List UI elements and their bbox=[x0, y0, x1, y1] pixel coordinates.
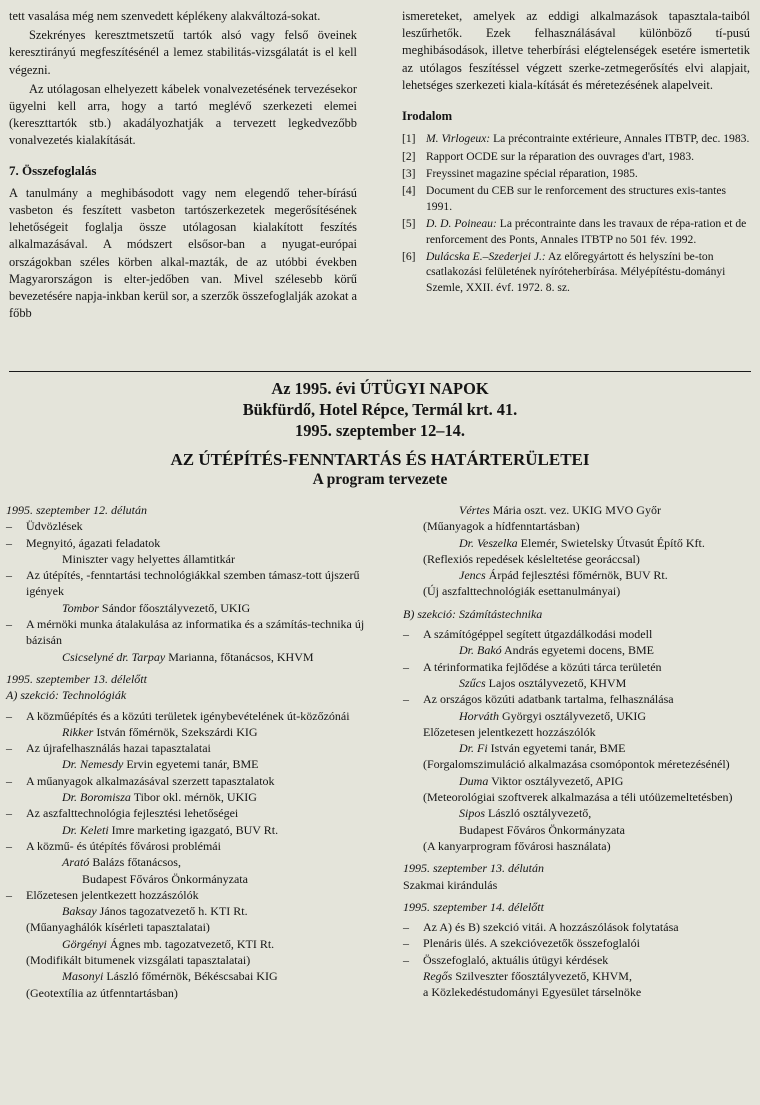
program-item: – Előzetesen jelentkezett hozzászólók bbox=[6, 887, 199, 902]
speaker: Tombor Sándor főosztályvezető, UKIG bbox=[62, 600, 251, 615]
contributor: Dr. Veszelka Elemér, Swietelsky Útvasút Építő Kft. bbox=[459, 535, 705, 550]
program-main-title: AZ ÚTÉPÍTÉS-FENNTARTÁS ÉS HATÁRTERÜLETEI bbox=[170, 450, 590, 469]
program-right-column bbox=[403, 502, 760, 1001]
program-date: 1995. szeptember 14. délelőtt bbox=[403, 899, 544, 914]
program-date: 1995. szeptember 13. délután bbox=[403, 861, 544, 876]
speaker: Regős Szilveszter főosztályvezető, KHVM, bbox=[423, 969, 632, 984]
references-list bbox=[402, 131, 750, 295]
contributor: Vértes Mária oszt. vez. UKIG MVO Győr bbox=[459, 503, 661, 517]
contribution-topic: (Műanyaghálók kísérleti tapasztalatai) bbox=[26, 920, 210, 935]
speaker: Dr. Keleti Imre marketing igazgató, BUV Rt. bbox=[62, 822, 279, 837]
program-item: – Az A) és B) szekció vitái. A hozzászólások folytatása bbox=[403, 920, 679, 935]
contributor: Dr. Fi István egyetemi tanár, BME bbox=[459, 741, 626, 756]
contributor-affiliation: Budapest Főváros Önkormányzata bbox=[459, 822, 625, 837]
contributor: Jencs Árpád fejlesztési főmérnök, BUV Rt. bbox=[459, 568, 668, 583]
speaker: Dr. Nemesdy Ervin egyetemi tanár, BME bbox=[62, 757, 259, 772]
contribution-topic: (Műanyagok a hídfenntartásban) bbox=[423, 519, 580, 534]
program-item: – Plenáris ülés. A szekcióvezetők összefoglalói bbox=[403, 936, 640, 951]
event-dates: 1995. szeptember 12–14. bbox=[295, 421, 465, 440]
program-item: – A mérnöki munka átalakulása az informatika és a számítás-technika új bázisán bbox=[6, 617, 365, 648]
contribution-topic: (Új aszfalttechnológiák esettanulmányai) bbox=[423, 584, 621, 599]
prepared-contributors-label: Előzetesen jelentkezett hozzászólók bbox=[423, 724, 596, 739]
divider-rule bbox=[9, 371, 751, 372]
speaker: Szűcs Lajos osztályvezető, KHVM bbox=[459, 675, 627, 690]
program-item: – Az útépítés, -fenntartási technológiákkal szemben támasz-tott újszerű igények bbox=[6, 568, 360, 599]
program-date: 1995. szeptember 13. délelőtt bbox=[6, 671, 147, 686]
program-left-column bbox=[6, 502, 366, 1001]
event-title: Az 1995. évi ÚTÜGYI NAPOK bbox=[271, 379, 489, 398]
paragraph: ismereteket, amelyek az eddigi alkalmazások tapasztala-taiból leszűrhetők. Ezek felhasználásával különböző tí-pusú meghibásodások, illetve teherbírási elégtelenségek esetére ismertetik az utólagos feszítéssel végzett szerke-zetmegerősítés elvi alapjait, lehetséges szerkezeti kiala-kítását és méretezésének alapelveit. bbox=[402, 9, 750, 92]
program-item: – A közmű- és útépítés fővárosi problémái bbox=[6, 838, 221, 853]
program-item: – Az országos közúti adatbank tartalma, felhasználása bbox=[403, 692, 674, 707]
program-header bbox=[0, 378, 760, 489]
contributor: Baksay János tagozatvezető h. KTI Rt. bbox=[62, 904, 248, 919]
reference-item: [6] Dulácska E.–Szederjei J.: Az előregyártott és helyszíni be-ton csatlakozási felületének nyíróteherbírása. Mélyépítéstu-dományi Szemle, XXII. évf. 1972. 8. sz. bbox=[402, 250, 726, 294]
reference-item: [4] Document du CEB sur le renforcement des structures exis-tantes 1991. bbox=[402, 184, 727, 213]
contribution-topic: (A kanyarprogram fővárosi használata) bbox=[423, 838, 611, 853]
program-item: – A térinformatika fejlődése a közúti tárca területén bbox=[403, 659, 662, 674]
speaker-affiliation: Budapest Főváros Önkormányzata bbox=[82, 871, 248, 886]
contributor: Sipos László osztályvezető, bbox=[459, 806, 592, 821]
event-venue: Bükfürdő, Hotel Répce, Termál krt. 41. bbox=[242, 400, 518, 419]
article-left-column bbox=[9, 8, 357, 322]
paragraph: tett vasalása még nem szenvedett képlékeny alakváltozá-sokat. bbox=[9, 9, 321, 23]
article-right-column bbox=[402, 8, 750, 297]
speaker: Arató Balázs főtanácsos, bbox=[62, 855, 181, 870]
speaker: Dr. Bakó András egyetemi docens, BME bbox=[459, 643, 654, 658]
session-title: A) szekció: Technológiák bbox=[6, 688, 127, 703]
contribution-topic: (Geotextília az útfenntartásban) bbox=[26, 985, 178, 1000]
reference-item: [1] M. Virlogeux: La précontrainte extérieure, Annales ITBTP, dec. 1983. bbox=[402, 132, 750, 146]
program-item: – Üdvözlések bbox=[6, 519, 83, 534]
program-item: – A számítógéppel segített útgazdálkodási modell bbox=[403, 627, 653, 642]
contribution-topic: (Forgalomszimuláció alkalmazása csomópontok méretezésénél) bbox=[423, 757, 730, 772]
reference-item: [2] Rapport OCDE sur la réparation des ouvrages d'art, 1983. bbox=[402, 149, 695, 163]
program-date: 1995. szeptember 12. délután bbox=[6, 503, 147, 517]
contribution-topic: (Meteorológiai szoftverek alkalmazása a téli utóüzemeltetésben) bbox=[423, 790, 733, 805]
reference-item: [3] Freyssinet magazine spécial réparation, 1985. bbox=[402, 167, 638, 181]
summary-paragraph: A tanulmány a meghibásodott vagy nem elegendő teher-bírású vasbeton és feszített vasbeton tartószerkezetek megerősítésének lehetőségeit foglalja össze utólagosan kialakított feszítés alkalmazásával. A módszert elsősor-ban a nyugat-európai országokban széles körben alkal-mazták, de az utóbbi években Magyarországon is elter-jedőben van. Mivel szélesebb körű bevezetésére napja-inkban kerül sor, a szerzők összefoglalják azokat a főbb bbox=[9, 185, 357, 321]
speaker: Rikker István főmérnök, Szekszárdi KIG bbox=[62, 724, 258, 739]
paragraph: Az utólagosan elhelyezett kábelek vonalvezetésének tervezésekor ügyelni kell arra, hogy a tartó meglévő szerkezeti elemei (kereszttartók stb.) akadályozhatják a tervezett legkedvezőbb vonalvezetés kialakítását. bbox=[9, 81, 357, 148]
section-heading: 7. Összefoglalás bbox=[9, 162, 97, 178]
program-item: – A műanyagok alkalmazásával szerzett tapasztalatok bbox=[6, 773, 275, 788]
speaker: Horváth Györgyi osztályvezető, UKIG bbox=[459, 708, 647, 723]
speaker: Csicselyné dr. Tarpay Marianna, főtanácsos, KHVM bbox=[62, 649, 314, 664]
contribution-topic: (Modifikált bitumenek vizsgálati tapasztalatai) bbox=[26, 953, 251, 968]
references-heading: Irodalom bbox=[402, 109, 453, 124]
reference-item: [5] D. D. Poineau: La précontrainte dans les travaux de répa-ration et de renforcement des Ponts, Annales ITBTP no 501 fév. 1992. bbox=[402, 217, 747, 246]
program-subtitle: A program tervezete bbox=[312, 471, 448, 488]
contributor: Duma Viktor osztályvezető, APIG bbox=[459, 773, 624, 788]
contributor: Görgényi Ágnes mb. tagozatvezető, KTI Rt. bbox=[62, 936, 275, 951]
paragraph: Szekrényes keresztmetszetű tartók alsó vagy felső öveinek keresztirányú megfeszítésénél a lemez stabilitás-vizsgálatát is el kell végezni. bbox=[9, 28, 357, 77]
session-title: B) szekció: Számítástechnika bbox=[403, 606, 543, 621]
program-item: – Összefoglaló, aktuális útügyi kérdések bbox=[403, 952, 609, 967]
contribution-topic: (Reflexiós repedések késleltetése georáccsal) bbox=[423, 551, 640, 566]
program-item: – Megnyitó, ágazati feladatok bbox=[6, 535, 161, 550]
program-item: – A közműépítés és a közúti területek igénybevételének út-közőzónái bbox=[6, 708, 350, 723]
speaker-affiliation: a Közlekedéstudományi Egyesület társelnöke bbox=[423, 985, 642, 1000]
program-item: – Az aszfalttechnológia fejlesztési lehetőségei bbox=[6, 806, 239, 821]
program-item: – Az újrafelhasználás hazai tapasztalatai bbox=[6, 741, 211, 756]
contributor: Masonyi László főmérnök, Békéscsabai KIG bbox=[62, 969, 278, 984]
speaker: Dr. Boromisza Tibor okl. mérnök, UKIG bbox=[62, 790, 257, 805]
excursion-label: Szakmai kirándulás bbox=[403, 877, 498, 892]
speaker: Miniszter vagy helyettes államtitkár bbox=[62, 551, 235, 566]
